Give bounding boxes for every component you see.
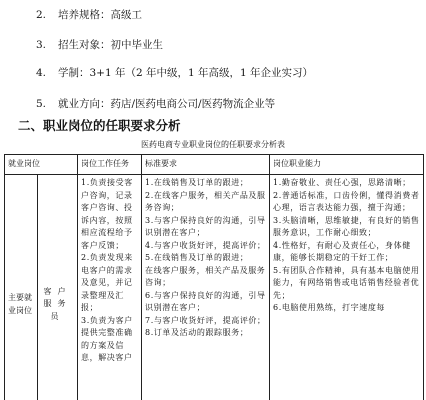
task-line: 2.负责发现来电客户的需求及意见，并记录整理及汇报； xyxy=(81,253,133,312)
standard-line: 6.与客户保持良好的沟通，引导识别潜在客户； xyxy=(145,290,266,312)
standard-line: 4.与客户收货好评，提高评价； xyxy=(145,240,266,250)
standard-line: 8.订单及活动的跟踪服务； xyxy=(145,328,249,337)
list-text: 学制：3+1 年（2 年中级，1 年高级，1 年企业实习） xyxy=(58,67,314,79)
ability-line: 4.性格好，有耐心及责任心，身体健康，能够长期稳定的干好工作； xyxy=(273,240,411,262)
standard-line: 2.在线客户服务，相关产品及服务咨询； xyxy=(145,190,266,212)
header-job-tasks: 岗位工作任务 xyxy=(78,155,142,175)
ability-line: 6.电脑使用熟练，打字速度每 xyxy=(273,303,386,312)
main-post-cell: 主要就业岗位 xyxy=(5,175,38,400)
table-row xyxy=(5,175,424,400)
list-item-enrollment xyxy=(36,38,163,52)
list-text: 就业方向：药店/医药电商公司/医药物流企业等 xyxy=(58,98,276,110)
ability-line: 2.普通话标准，口齿伶俐，懂得消费者心理，语言表达能力强，擅于沟通； xyxy=(273,190,420,212)
task-line: 1.负责接受客户咨询，记录客户咨询、投诉内容，按照相应流程给予客户反馈； xyxy=(81,178,133,250)
standard-line: 5.在线销售及订单的跟进； xyxy=(145,253,249,262)
task-line: 3.负责为客户提供完整准确的方案及信息，解决客户 xyxy=(81,315,133,362)
standard-line: 1.在线销售及订单的跟进； xyxy=(145,178,249,187)
list-number: 2. xyxy=(36,9,47,21)
list-number: 4. xyxy=(36,67,47,79)
standard-line: 3.与客户保持良好的沟通，引导识别潜在客户； xyxy=(145,215,266,237)
header-standards: 标准要求 xyxy=(142,155,270,175)
ability-line: 3.头脑清晰，思维敏捷，有良好的销售服务意识，工作耐心细致； xyxy=(273,215,420,237)
list-item-duration xyxy=(36,66,313,80)
table-caption: 医药电商专业职业岗位的任职要求分析表 xyxy=(141,140,285,149)
header-abilities: 岗位职业能力 xyxy=(270,155,424,175)
ability-line: 5.有团队合作精神，具有基本电脑使用能力，有网络销售或电话销售经验者优先； xyxy=(273,265,420,300)
list-number: 3. xyxy=(36,39,47,51)
list-number: 5. xyxy=(36,98,47,110)
list-item-training-level xyxy=(36,8,142,22)
list-text: 培养规格：高级工 xyxy=(58,9,142,21)
standard-line: 在线客户服务，相关产品及服务咨询； xyxy=(145,265,266,287)
tasks-cell xyxy=(78,175,142,400)
table-header-row xyxy=(5,155,424,175)
standard-line: 7.与客户收货好评，提高评价； xyxy=(145,315,266,325)
sub-post-cell: 客户服务员 xyxy=(38,175,78,400)
section-heading: 二、职业岗位的任职要求分析 xyxy=(18,118,181,133)
abilities-cell xyxy=(270,175,424,400)
list-text: 招生对象：初中毕业生 xyxy=(58,39,163,51)
ability-line: 1.勤奋敬业、责任心强，思路清晰； xyxy=(273,178,411,187)
header-job-post: 就业岗位 xyxy=(5,155,78,175)
standards-cell xyxy=(142,175,270,400)
list-item-career-direction xyxy=(36,97,275,111)
job-requirements-table xyxy=(4,154,424,400)
